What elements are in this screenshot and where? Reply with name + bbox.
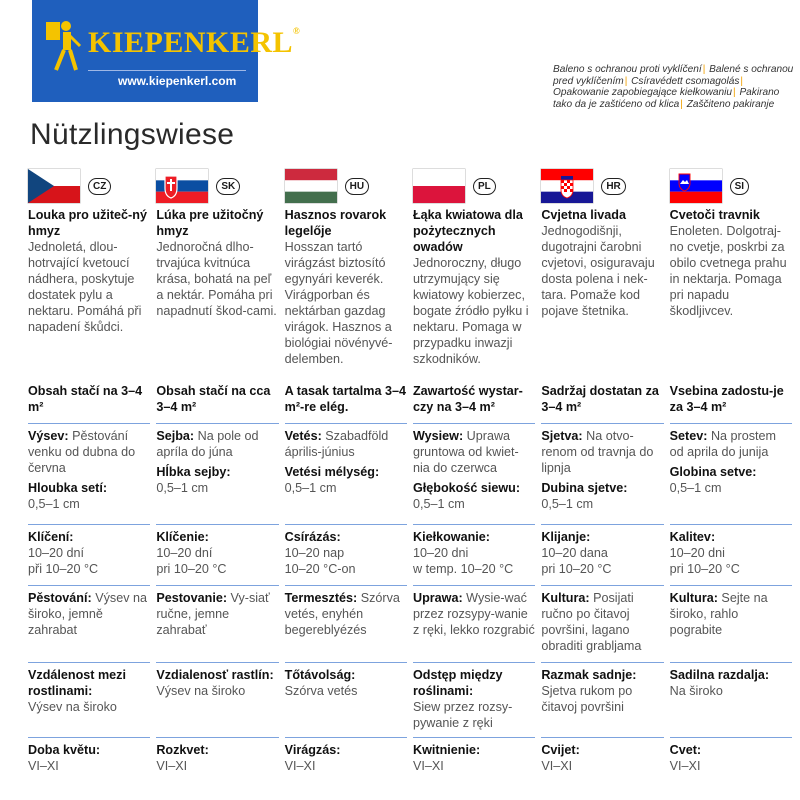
depth-value: 0,5–1 cm bbox=[28, 497, 80, 511]
bloom-label: Doba květu: bbox=[28, 743, 101, 757]
brand-logo bbox=[32, 0, 301, 102]
depth-label: Hĺbka sejby: bbox=[156, 465, 231, 479]
depth-value: 0,5–1 cm bbox=[669, 481, 722, 495]
distance-value: Siew przez rozsy-pywanie z ręki bbox=[412, 700, 513, 730]
depth-label: Dubina sjetve: bbox=[541, 481, 628, 495]
farmer-icon bbox=[42, 16, 82, 76]
content-info: Vsebina zadostu-je za 3–4 m² bbox=[669, 384, 784, 414]
bloom-value: VI–XI bbox=[28, 759, 59, 773]
germination-temp: pri 10–20 °C bbox=[156, 562, 227, 576]
germination-label: Klíčenie: bbox=[156, 530, 209, 544]
flag-row bbox=[28, 165, 150, 207]
germination-days: 10–20 dana bbox=[541, 546, 608, 560]
bloom-value: VI–XI bbox=[669, 759, 701, 773]
depth-label: Głębokość siewu: bbox=[412, 481, 521, 495]
flag-hr-icon bbox=[541, 169, 593, 203]
germination-days: 10–20 dni bbox=[669, 546, 725, 560]
column-hu bbox=[285, 165, 413, 784]
distance-label: Odstęp między roślinami: bbox=[412, 668, 503, 698]
germination-temp: při 10–20 °C bbox=[28, 562, 99, 576]
bloom-label: Kwitnienie: bbox=[412, 743, 481, 757]
distance-label: Vzdialenosť rastlín: bbox=[156, 668, 274, 682]
depth-value: 0,5–1 cm bbox=[412, 497, 465, 511]
care-value: Výsev na široko, jemně zahrabat bbox=[28, 591, 148, 637]
column-hr bbox=[541, 165, 669, 784]
bloom-label: Cvijet: bbox=[541, 743, 580, 757]
germination-label: Kiełkowanie: bbox=[412, 530, 490, 544]
depth-label: Globina setve: bbox=[669, 465, 757, 479]
germination-label: Csírázás: bbox=[284, 530, 341, 544]
sow-value: Na otvo-renom od travnja do lipnja bbox=[541, 429, 654, 475]
care-label: Pěstování: bbox=[28, 591, 92, 605]
germination-days: 10–20 dni bbox=[412, 546, 469, 560]
product-name: Lúka pre užitočný hmyz bbox=[156, 208, 264, 238]
brand-name: KIEPENKERL® bbox=[88, 26, 301, 59]
distance-value: Na široko bbox=[669, 684, 723, 698]
content-info: Sadržaj dostatan za 3–4 m² bbox=[541, 384, 659, 414]
bloom-value: VI–XI bbox=[156, 759, 188, 773]
depth-label: Vetési mélység: bbox=[284, 465, 380, 479]
sow-value: Szabadföld április-június bbox=[284, 429, 389, 459]
product-description: Hosszan tartó virágzást biztosító egynyári keverék. Virágporban és nektárban gazdag virágok. Hasznos a biológiai növényvé-delemben. bbox=[284, 240, 393, 366]
content-info: Obsah stačí na 3–4 m² bbox=[28, 384, 143, 414]
product-description: Jednoletá, dlou-hotrvající kvetoucí nádhera, poskytuje dostatek pylu a nektaru. Pomáhá při napadení škůdci. bbox=[28, 240, 142, 334]
bloom-label: Rozkvet: bbox=[156, 743, 209, 757]
flag-row bbox=[541, 165, 663, 207]
distance-label: Razmak sadnje: bbox=[541, 668, 637, 682]
content-info: A tasak tartalma 3–4 m²-re elég. bbox=[284, 384, 406, 414]
bloom-label: Virágzás: bbox=[284, 743, 341, 757]
bloom-label: Cvet: bbox=[669, 743, 702, 757]
flag-row bbox=[285, 165, 407, 207]
flag-row bbox=[670, 165, 792, 207]
product-name: Cvjetna livada bbox=[541, 208, 627, 222]
sow-label: Výsev: bbox=[28, 429, 69, 443]
care-value: Sejte na široko, rahlo pograbite bbox=[669, 591, 768, 637]
product-name: Louka pro užiteč-ný hmyz bbox=[28, 208, 147, 238]
distance-value: Výsev na široko bbox=[28, 700, 117, 714]
flag-pl-icon bbox=[413, 169, 465, 203]
care-label: Pestovanie: bbox=[156, 591, 228, 605]
brand-url: www.kiepenkerl.com bbox=[118, 74, 237, 88]
care-label: Uprawa: bbox=[412, 591, 463, 605]
product-name: Hasznos rovarok legelője bbox=[284, 208, 387, 238]
flag-row bbox=[413, 165, 535, 207]
sow-label: Sejba: bbox=[156, 429, 195, 443]
distance-label: Tőtávolság: bbox=[284, 668, 356, 682]
content-info: Obsah stačí na cca 3–4 m² bbox=[156, 384, 271, 414]
language-code: HR bbox=[601, 178, 625, 195]
sow-value: Na pole od apríla do júna bbox=[156, 429, 259, 459]
germination-days: 10–20 dní bbox=[156, 546, 213, 560]
germination-label: Klijanje: bbox=[541, 530, 591, 544]
distance-value: Výsev na široko bbox=[156, 684, 246, 698]
depth-label: Hloubka setí: bbox=[28, 481, 108, 495]
care-label: Kultura: bbox=[541, 591, 590, 605]
sow-label: Sjetva: bbox=[541, 429, 583, 443]
content-info: Zawartość wystar-czy na 3–4 m² bbox=[412, 384, 523, 414]
germination-label: Klíčení: bbox=[28, 530, 74, 544]
column-si bbox=[670, 165, 798, 784]
germination-label: Kalitev: bbox=[669, 530, 716, 544]
care-value: Szórva vetés, enyhén begereblyézés bbox=[284, 591, 400, 637]
germination-temp: pri 10–20 °C bbox=[541, 562, 612, 576]
product-name: Cvetoči travnik bbox=[669, 208, 760, 222]
distance-value: Szórva vetés bbox=[284, 684, 358, 698]
care-label: Termesztés: bbox=[284, 591, 358, 605]
germination-temp: 10–20 °C-on bbox=[284, 562, 356, 576]
care-value: Posijati ručno po čitavoj površini, lagano obraditi grabljama bbox=[541, 591, 642, 653]
product-description: Jednogodišnji, dugotrajni čarobni cvjetovi, osiguravaju dosta polena i nek-tara. Pomaže kod pojave štetnika. bbox=[541, 224, 655, 318]
product-description: Jednoroczny, długo utrzymujący się kwiatowy kobierzec, bogate źródło pyłku i nektaru. Pomaga w przypadku inwazji szkodników. bbox=[412, 256, 529, 366]
sow-label: Wysiew: bbox=[412, 429, 464, 443]
packaging-info: Baleno s ochranou proti vyklíčení| Balené s ochranou pred vyklíčením| Csíravédett csomagolás| Opakowanie zapobiegające kiełkowaniu| Pakirano tako da je zaštićeno od klica| Zaščiteno pakiranje bbox=[553, 64, 794, 110]
product-description: Enoleten. Dolgotraj-no cvetje, poskrbi za obilo cvetnega prahu in nektarja. Pomaga pri napadu škodljivcev. bbox=[669, 224, 787, 318]
product-description: Jednoročná dlho-trvajúca kvitnúca krása, bohatá na peľ a nektár. Pomáha pri napadnutí škod-cami. bbox=[156, 240, 277, 318]
care-label: Kultura: bbox=[669, 591, 718, 605]
depth-value: 0,5–1 cm bbox=[284, 481, 337, 495]
germination-days: 10–20 dní bbox=[28, 546, 85, 560]
page-title: Nützlingswiese bbox=[30, 118, 235, 151]
sow-value: Na prostem od aprila do junija bbox=[669, 429, 777, 459]
depth-value: 0,5–1 cm bbox=[156, 481, 209, 495]
germination-temp: pri 10–20 °C bbox=[669, 562, 740, 576]
language-columns bbox=[28, 165, 798, 784]
flag-hu-icon bbox=[285, 169, 337, 203]
bloom-value: VI–XI bbox=[412, 759, 444, 773]
column-pl bbox=[413, 165, 541, 784]
sow-value: Pěstování venku od dubna do června bbox=[28, 429, 136, 475]
bloom-value: VI–XI bbox=[284, 759, 316, 773]
sow-label: Vetés: bbox=[284, 429, 322, 443]
bloom-value: VI–XI bbox=[541, 759, 573, 773]
column-sk bbox=[156, 165, 284, 784]
flag-cz-icon bbox=[28, 169, 80, 203]
language-code: HU bbox=[345, 178, 369, 195]
language-code: SI bbox=[730, 178, 749, 195]
care-value: Vy-siať ručne, jemne zahrabať bbox=[156, 591, 270, 637]
care-value: Wysie-wać przez rozsypy-wanie z ręki, lekko rozgrabić bbox=[412, 591, 535, 637]
germination-temp: w temp. 10–20 °C bbox=[412, 562, 514, 576]
sow-value: Uprawa gruntowa od kwiet-nia do czerwca bbox=[412, 429, 519, 475]
distance-value: Sjetva rukom po čitavoj površini bbox=[541, 684, 633, 714]
flag-sk-icon bbox=[156, 169, 208, 203]
column-cz bbox=[28, 165, 156, 784]
language-code: PL bbox=[473, 178, 496, 195]
germination-days: 10–20 nap bbox=[284, 546, 345, 560]
flag-row bbox=[156, 165, 278, 207]
sow-label: Setev: bbox=[669, 429, 708, 443]
distance-label: Sadilna razdalja: bbox=[669, 668, 770, 682]
language-code: SK bbox=[216, 178, 240, 195]
distance-label: Vzdálenost mezi rostlinami: bbox=[28, 668, 126, 698]
depth-value: 0,5–1 cm bbox=[541, 497, 594, 511]
product-name: Łąka kwiatowa dla pożytecznych owadów bbox=[412, 208, 523, 254]
flag-si-icon bbox=[670, 169, 722, 203]
language-code: CZ bbox=[88, 178, 111, 195]
logo-rule bbox=[88, 70, 246, 71]
